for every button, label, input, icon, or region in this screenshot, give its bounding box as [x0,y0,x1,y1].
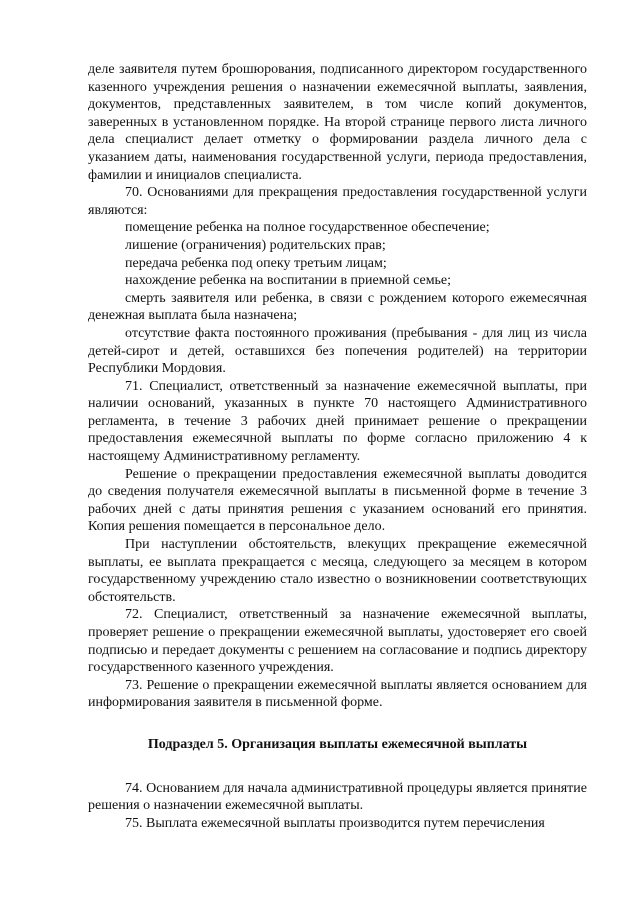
paragraph-75: 75. Выплата ежемесячной выплаты производится путем перечисления [125,815,545,831]
list-item: передача ребенка под опеку третьим лицам; [125,255,387,271]
list-item: нахождение ребенка на воспитании в приемной семье; [125,273,452,289]
paragraph: При наступлении обстоятельств, влекущих прекращение ежемесячной выплаты, ее выплата прекращается с месяца, следующего за месяцем в котором государственному учреждению стало известно о возникновении соответствующих обстоятельств. [88,537,587,605]
paragraph: Решение о прекращении предоставления ежемесячной выплаты доводится до сведения получателя ежемесячной выплаты в письменной форме в течение 3 рабочих дней с даты принятия решения с указанием оснований его принятия. Копия решения помещается в персональное дело. [88,466,587,535]
paragraph-continuation: деле заявителя путем брошюрования, подписанного директором государственного казенного учреждения решения о назначении ежемесячной выплаты, заявления, документов, представленных заявителем, в том числе копий документов, заверенных в установленном порядке. На второй странице первого листа личного дела специалист делает отметку о формировании раздела личного дела с указанием даты, наименования государственной услуги, периода предоставления, фамилии и инициалов специалиста. [88,62,587,183]
list-item: помещение ребенка на полное государственное обеспечение; [125,220,490,236]
list-item: отсутствие факта постоянного проживания (пребывания - для лиц из числа детей-сирот и детей, оставшихся без попечения родителей) на территории Республики Мордовия. [88,325,587,377]
document-body [88,61,587,832]
list-item: лишение (ограничения) родительских прав; [125,237,386,253]
paragraph-73: 73. Решение о прекращении ежемесячной выплаты является основанием для информирования заявителя в письменной форме. [88,677,587,711]
paragraph-74: 74. Основанием для начала административной процедуры является принятие решения о назначении ежемесячной выплаты. [88,780,587,814]
paragraph-72: 72. Специалист, ответственный за назначение ежемесячной выплаты, проверяет решение о прекращении ежемесячной выплаты, удостоверяет его своей подписью и передает документы с решением на согласование и подпись директору государственного казенного учреждения. [88,607,587,676]
list-item: смерть заявителя или ребенка, в связи с рождением которого ежемесячная денежная выплата была назначена; [88,290,587,324]
paragraph-71: 71. Специалист, ответственный за назначение ежемесячной выплаты, при наличии оснований, указанных в пункте 70 настоящего Административного регламента, в течение 3 рабочих дней принимает решение о прекращении предоставления ежемесячной выплаты по форме согласно приложению 4 к настоящему Административному регламенту. [88,378,587,465]
section-heading: Подраздел 5. Организация выплаты ежемесячной выплаты [147,736,528,752]
paragraph-70: 70. Основаниями для прекращения предоставления государственной услуги являются: [88,185,587,218]
